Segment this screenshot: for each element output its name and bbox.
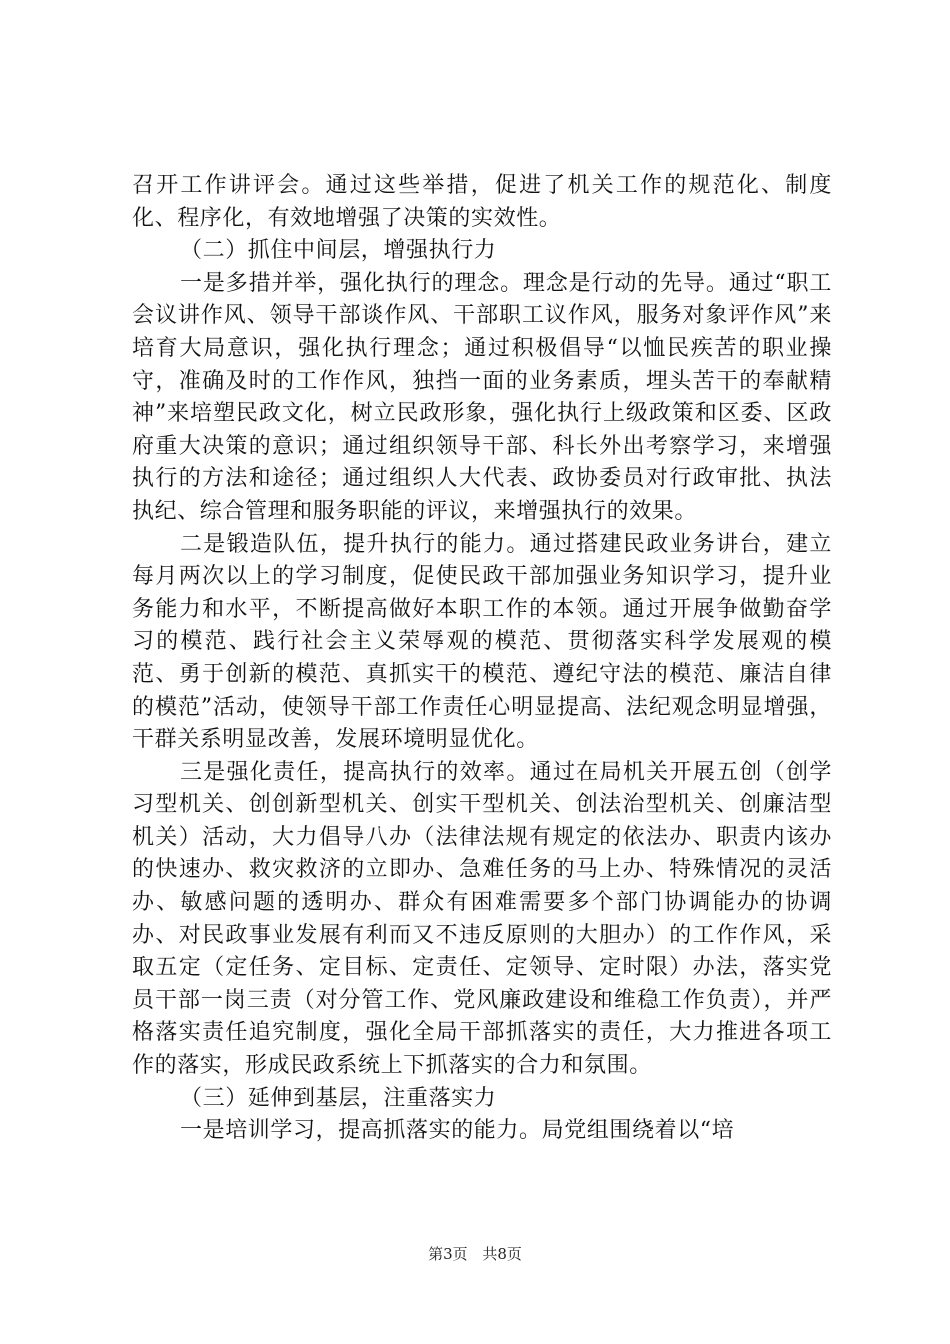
page-number: 第3页 xyxy=(428,1245,468,1263)
section-heading-three: （三）延伸到基层，注重落实力 xyxy=(180,1085,497,1111)
paragraph-execution-concept: 一是多措并举，强化执行的理念。理念是行动的先导。通过“职工会议讲作风、领导干部谈作风、干部职工议作风，服务对象评作风”来培育大局意识，强化执行理念；通过积极倡导“以恤民疾苦的职业操守，准确及时的工作作风，独挡一面的业务素质，埋头苦干的奉献精神”来培塑民政文化，树立民政形象，强化执行上级政策和区委、区政府重大决策的意识；通过组织领导干部、科长外出考察学习，来增强执行的方法和途径；通过组织人大代表、政协委员对行政审批、执法执纪、综合管理和服务职能的评议，来增强执行的效果。 xyxy=(132,270,832,524)
paragraph-training-study: 一是培训学习，提高抓落实的能力。局党组围绕着以“培 xyxy=(180,1118,735,1144)
page-footer xyxy=(0,1244,950,1264)
paragraph-execution-ability: 二是锻造队伍，提升执行的能力。通过搭建民政业务讲台，建立每月两次以上的学习制度，促使民政干部加强业务知识学习，提升业务能力和水平，不断提高做好本职工作的本领。通过开展争做勤奋学习的模范、践行社会主义荣辱观的模范、贯彻落实科学发展观的模范、勇于创新的模范、真抓实干的模范、遵纪守法的模范、廉洁自律的模范”活动，使领导干部工作责任心明显提高、法纪观念明显增强，干群关系明显改善，发展环境明显优化。 xyxy=(132,531,832,753)
page-total: 共8页 xyxy=(482,1245,522,1263)
section-heading-two: （二）抓住中间层，增强执行力 xyxy=(180,238,497,264)
document-body xyxy=(132,170,832,1148)
paragraph-continuation: 召开工作讲评会。通过这些举措，促进了机关工作的规范化、制度化、程序化，有效地增强了决策的实效性。 xyxy=(132,173,832,231)
paragraph-execution-efficiency: 三是强化责任，提高执行的效率。通过在局机关开展五创（创学习型机关、创创新型机关、创实干型机关、创法治型机关、创廉洁型机关）活动，大力倡导八办（法律法规有规定的依法办、职责内该办的快速办、救灾救济的立即办、急难任务的马上办、特殊情况的灵活办、敏感问题的透明办、群众有困难需要多个部门协调能办的协调办、对民政事业发展有利而又不违反原则的大胆办）的工作作风，采取五定（定任务、定目标、定责任、定领导、定时限）办法，落实党员干部一岗三责（对分管工作、党风廉政建设和维稳工作负责），并严格落实责任追究制度，强化全局干部抓落实的责任，大力推进各项工作的落实，形成民政系统上下抓落实的合力和氛围。 xyxy=(132,759,832,1079)
